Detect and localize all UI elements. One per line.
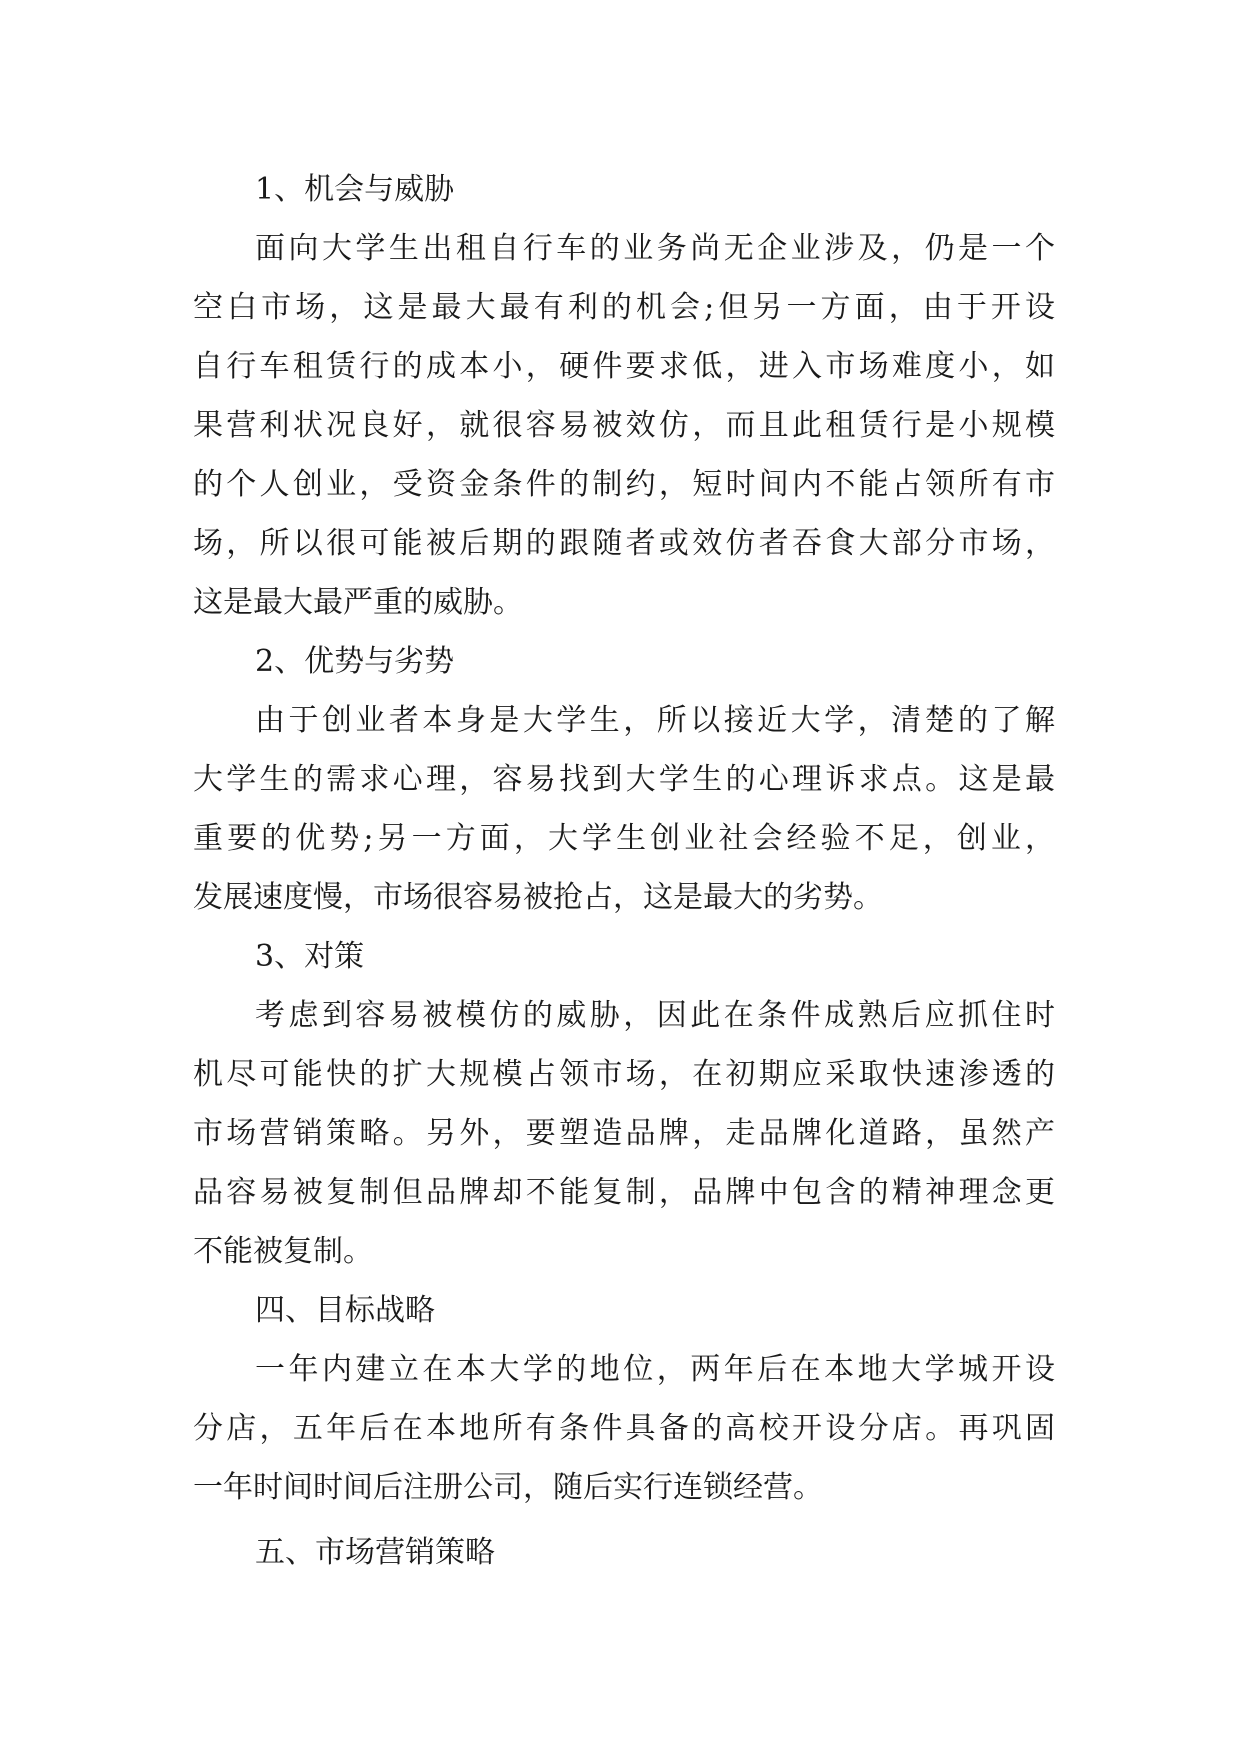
paragraph-line: 重要的优势;另一方面，大学生创业社会经验不足，创业， <box>193 821 1055 856</box>
paragraph-line: 发展速度慢，市场很容易被抢占，这是最大的劣势。 <box>193 880 883 915</box>
paragraph-line: 面向大学生出租自行车的业务尚无企业涉及，仍是一个 <box>255 231 1055 266</box>
paragraph-line: 空白市场，这是最大最有利的机会;但另一方面，由于开设 <box>193 290 1055 325</box>
paragraph-line: 分店，五年后在本地所有条件具备的高校开设分店。再巩固 <box>193 1411 1055 1446</box>
section-heading: 2、优势与劣势 <box>255 644 455 679</box>
paragraph-line: 大学生的需求心理，容易找到大学生的心理诉求点。这是最 <box>193 762 1055 797</box>
paragraph-line: 自行车租赁行的成本小，硬件要求低，进入市场难度小，如 <box>193 349 1055 384</box>
paragraph-line: 这是最大最严重的威胁。 <box>193 585 523 620</box>
paragraph-line: 品容易被复制但品牌却不能复制，品牌中包含的精神理念更 <box>193 1175 1055 1210</box>
paragraph-line: 由于创业者本身是大学生，所以接近大学，清楚的了解 <box>255 703 1055 738</box>
paragraph-line: 场，所以很可能被后期的跟随者或效仿者吞食大部分市场， <box>193 526 1055 561</box>
document-body <box>193 160 1055 1582</box>
paragraph-line: 不能被复制。 <box>193 1234 373 1269</box>
paragraph-line: 果营利状况良好，就很容易被效仿，而且此租赁行是小规模 <box>193 408 1055 443</box>
paragraph-line: 的个人创业，受资金条件的制约，短时间内不能占领所有市 <box>193 467 1055 502</box>
paragraph-line: 考虑到容易被模仿的威胁，因此在条件成熟后应抓住时 <box>255 998 1055 1033</box>
section-heading: 四、目标战略 <box>255 1293 435 1328</box>
section-heading: 3、对策 <box>255 939 365 974</box>
section-heading: 五、市场营销策略 <box>255 1535 495 1570</box>
paragraph-line: 机尽可能快的扩大规模占领市场，在初期应采取快速渗透的 <box>193 1057 1055 1092</box>
paragraph-line: 一年时间时间后注册公司，随后实行连锁经营。 <box>193 1470 823 1505</box>
section-heading: 1、机会与威胁 <box>255 172 455 207</box>
paragraph-line: 一年内建立在本大学的地位，两年后在本地大学城开设 <box>255 1352 1055 1387</box>
paragraph-line: 市场营销策略。另外，要塑造品牌，走品牌化道路，虽然产 <box>193 1116 1055 1151</box>
